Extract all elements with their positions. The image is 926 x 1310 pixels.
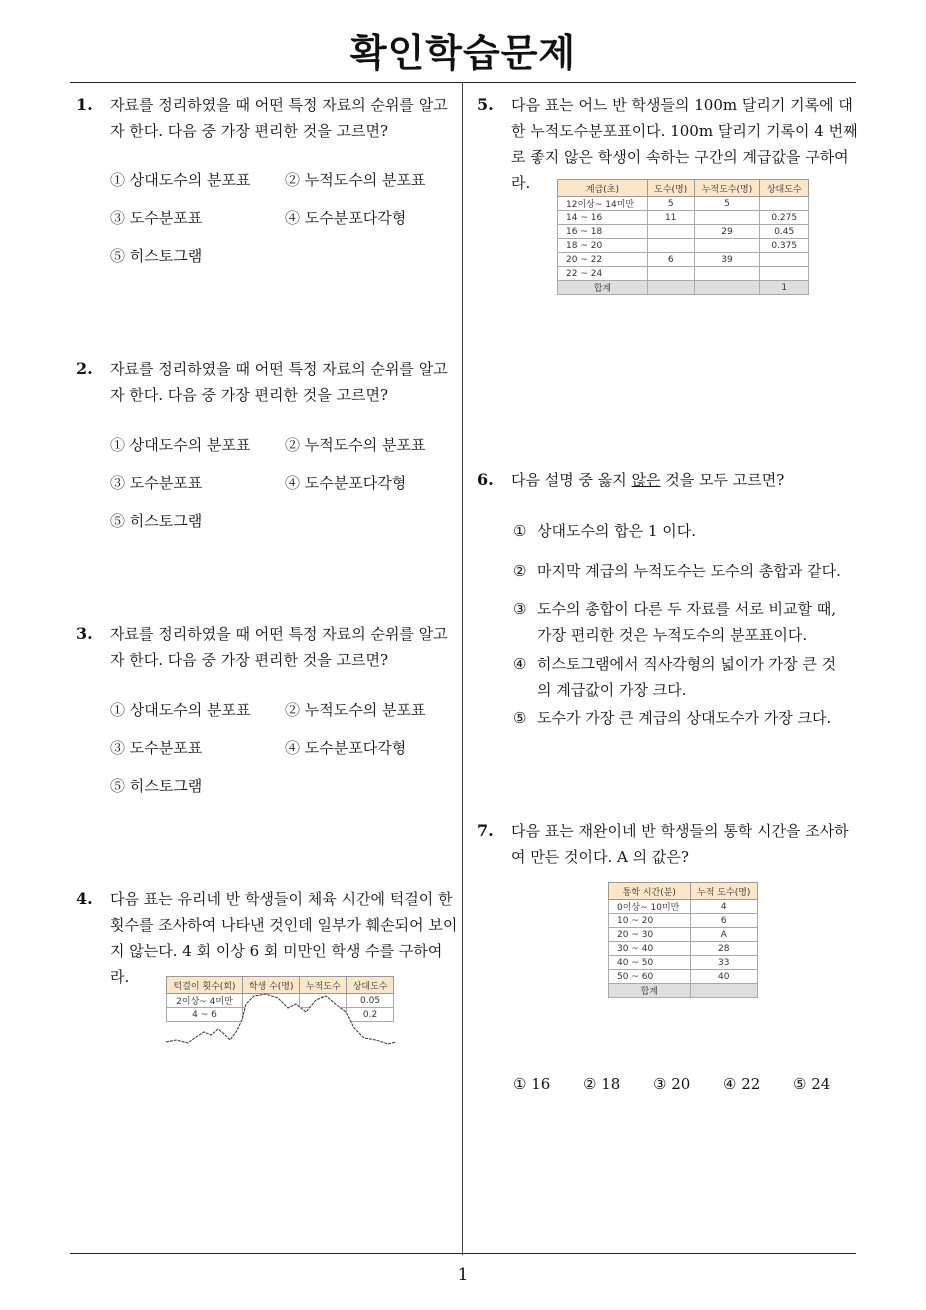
q7-table-wrap — [608, 882, 758, 998]
table-cell: 29 — [694, 225, 760, 239]
table-cell: 0.275 — [760, 211, 809, 225]
page-number: 1 — [457, 1265, 469, 1285]
cumulative-frequency-table — [557, 179, 809, 295]
table-cell: 22 ~ 24 — [558, 267, 648, 281]
table-cell: 40 ~ 50 — [609, 956, 691, 970]
option-text: 도수가 가장 큰 계급의 상대도수가 가장 크다. — [537, 709, 832, 727]
table-header: 통학 시간(분) — [609, 883, 691, 900]
column-divider — [462, 83, 463, 1255]
stem-text: 다음 설명 중 옳지 — [511, 471, 632, 489]
table-cell: 14 ~ 16 — [558, 211, 648, 225]
option-4[interactable]: ④ 도수분포다각형 — [285, 739, 407, 757]
table-header: 누적 도수(명) — [690, 883, 757, 900]
option-text: 가장 편리한 것은 누적도수의 분포표이다. — [537, 626, 808, 644]
table-cell — [694, 211, 760, 225]
table-cell — [647, 225, 694, 239]
question-3 — [76, 621, 458, 673]
stem-emphasis: 않은 — [631, 471, 661, 489]
option-2[interactable]: ② 18 — [583, 1075, 621, 1093]
table-cell — [690, 984, 757, 998]
table-cell: 0.05 — [347, 994, 394, 1008]
question-number: 6. — [477, 470, 494, 489]
option-3[interactable] — [513, 596, 836, 648]
table-cell: 39 — [694, 253, 760, 267]
table-cell: 6 — [647, 253, 694, 267]
question-number: 4. — [76, 889, 93, 908]
table-cell: 0.45 — [760, 225, 809, 239]
table-header: 누적도수(명) — [694, 180, 760, 197]
table-cell: 0이상~ 10미만 — [609, 900, 691, 914]
question-stem: 다음 표는 재완이네 반 학생들의 통학 시간을 조사하여 만든 것이다. A 의 값은? — [511, 822, 849, 866]
table-cell: A — [690, 928, 757, 942]
question-stem: 자료를 정리하였을 때 어떤 특정 자료의 순위를 알고자 한다. 다음 중 가장 편리한 것을 고르면? — [110, 625, 448, 669]
option-3[interactable]: ③ 도수분포표 — [110, 739, 203, 757]
table-cell — [647, 239, 694, 253]
table-row — [558, 267, 809, 281]
table-total-row — [609, 984, 758, 998]
option-mark: ④ — [513, 655, 527, 673]
option-2[interactable]: ② 누적도수의 분포표 — [285, 436, 426, 454]
table-cell: 16 ~ 18 — [558, 225, 648, 239]
option-text: 의 계급값이 가장 크다. — [537, 681, 687, 699]
table-cell: 10 ~ 20 — [609, 914, 691, 928]
table-cell: 0.2 — [347, 1008, 394, 1022]
option-2[interactable]: ② 누적도수의 분포표 — [285, 171, 426, 189]
option-4[interactable]: ④ 도수분포다각형 — [285, 209, 407, 227]
commute-time-table — [608, 882, 758, 998]
table-header: 누적도수 — [300, 977, 347, 994]
option-4[interactable] — [513, 651, 836, 703]
table-cell: 50 ~ 60 — [609, 970, 691, 984]
option-mark: ② — [513, 562, 527, 580]
question-number: 3. — [76, 624, 93, 643]
table-cell: 합계 — [609, 984, 691, 998]
table-row — [609, 942, 758, 956]
option-mark: ① — [513, 522, 527, 540]
table-cell — [760, 197, 809, 211]
question-number: 2. — [76, 359, 93, 378]
table-row — [609, 928, 758, 942]
question-stem: 자료를 정리하였을 때 어떤 특정 자료의 순위를 알고자 한다. 다음 중 가장 편리한 것을 고르면? — [110, 360, 448, 404]
table-cell: 11 — [647, 211, 694, 225]
option-4[interactable]: ④ 22 — [723, 1075, 761, 1093]
page-title: 확인학습문제 — [349, 31, 577, 75]
option-1[interactable] — [513, 518, 696, 544]
option-4[interactable]: ④ 도수분포다각형 — [285, 474, 407, 492]
option-2[interactable] — [513, 558, 841, 584]
table-row — [609, 900, 758, 914]
table-row — [558, 211, 809, 225]
option-3[interactable]: ③ 도수분포표 — [110, 474, 203, 492]
q4-damaged-table — [166, 976, 396, 1046]
table-row — [609, 914, 758, 928]
question-stem: 자료를 정리하였을 때 어떤 특정 자료의 순위를 알고자 한다. 다음 중 가장 편리한 것을 고르면? — [110, 96, 448, 140]
table-header: 학생 수(명) — [242, 977, 299, 994]
table-row — [609, 956, 758, 970]
table-cell — [760, 267, 809, 281]
table-cell — [647, 281, 694, 295]
table-cell: 20 ~ 30 — [609, 928, 691, 942]
question-number: 5. — [477, 95, 494, 114]
table-cell: 30 ~ 40 — [609, 942, 691, 956]
question-4 — [76, 886, 458, 990]
table-cell: 5 — [647, 197, 694, 211]
table-header: 상대도수 — [347, 977, 394, 994]
table-cell — [694, 281, 760, 295]
option-5[interactable]: ⑤ 24 — [793, 1075, 831, 1093]
option-text: 상대도수의 합은 1 이다. — [537, 522, 697, 540]
table-total-row — [558, 281, 809, 295]
table-cell: 2이상~ 4미만 — [167, 994, 243, 1008]
table-cell: 4 — [690, 900, 757, 914]
table-cell: 합계 — [558, 281, 648, 295]
option-1[interactable]: ① 상대도수의 분포표 — [110, 436, 251, 454]
table-row — [558, 253, 809, 267]
table-cell: 1 — [760, 281, 809, 295]
question-6 — [477, 467, 861, 493]
table-header: 턱걸이 횟수(회) — [167, 977, 243, 994]
table-row — [558, 239, 809, 253]
option-5[interactable]: ⑤ 히스토그램 — [110, 247, 203, 265]
table-row — [558, 225, 809, 239]
table-cell: 20 ~ 22 — [558, 253, 648, 267]
option-mark: ⑤ — [513, 709, 527, 727]
table-cell: 5 — [694, 197, 760, 211]
table-cell: 18 ~ 20 — [558, 239, 648, 253]
table-cell: 6 — [690, 914, 757, 928]
table-cell — [694, 239, 760, 253]
option-text: 마지막 계급의 누적도수는 도수의 총합과 같다. — [537, 562, 841, 580]
option-3[interactable]: ③ 20 — [653, 1075, 691, 1093]
table-cell — [760, 253, 809, 267]
option-mark: ③ — [513, 600, 527, 618]
table-header: 계급(초) — [558, 180, 648, 197]
table-header: 상대도수 — [760, 180, 809, 197]
question-number: 1. — [76, 95, 93, 114]
bottom-divider — [70, 1253, 856, 1254]
torn-edge-mask — [166, 990, 396, 1046]
question-7 — [477, 818, 861, 870]
q5-table-wrap — [557, 179, 809, 295]
option-5[interactable] — [513, 705, 831, 731]
option-text: 히스토그램에서 직사각형의 넓이가 가장 큰 것 — [537, 655, 837, 673]
table-cell: 28 — [690, 942, 757, 956]
option-2[interactable]: ② 누적도수의 분포표 — [285, 701, 426, 719]
table-cell: 40 — [690, 970, 757, 984]
question-number: 7. — [477, 821, 494, 840]
option-5[interactable]: ⑤ 히스토그램 — [110, 777, 203, 795]
question-1 — [76, 92, 458, 144]
question-stem: 다음 표는 유리네 반 학생들이 체육 시간에 턱걸이 한 횟수를 조사하여 나타낸 것인데 일부가 훼손되어 보이지 않는다. 4 회 이상 6 회 미만인 학생 수를 구하여라. — [110, 890, 458, 986]
option-1[interactable]: ① 16 — [513, 1075, 551, 1093]
question-2 — [76, 356, 458, 408]
option-5[interactable]: ⑤ 히스토그램 — [110, 512, 203, 530]
question-stem: 다음 표는 어느 반 학생들의 100m 달리기 기록에 대한 누적도수분포표이다. 100m 달리기 기록이 4 번째로 좋지 않은 학생이 속하는 구간의 계급값을 구하여라. — [511, 96, 858, 192]
table-cell — [694, 267, 760, 281]
option-1[interactable]: ① 상대도수의 분포표 — [110, 701, 251, 719]
table-cell: 12이상~ 14미만 — [558, 197, 648, 211]
option-1[interactable]: ① 상대도수의 분포표 — [110, 171, 251, 189]
table-row — [609, 970, 758, 984]
table-row — [558, 197, 809, 211]
option-text: 도수의 총합이 다른 두 자료를 서로 비교할 때, — [537, 600, 836, 618]
stem-text: 것을 모두 고르면? — [660, 471, 785, 489]
top-divider — [70, 82, 856, 83]
table-cell — [647, 267, 694, 281]
table-cell: 4 ~ 6 — [167, 1008, 243, 1022]
option-3[interactable]: ③ 도수분포표 — [110, 209, 203, 227]
table-cell: 33 — [690, 956, 757, 970]
question-stem — [511, 467, 861, 493]
table-cell: 0.375 — [760, 239, 809, 253]
table-header: 도수(명) — [647, 180, 694, 197]
